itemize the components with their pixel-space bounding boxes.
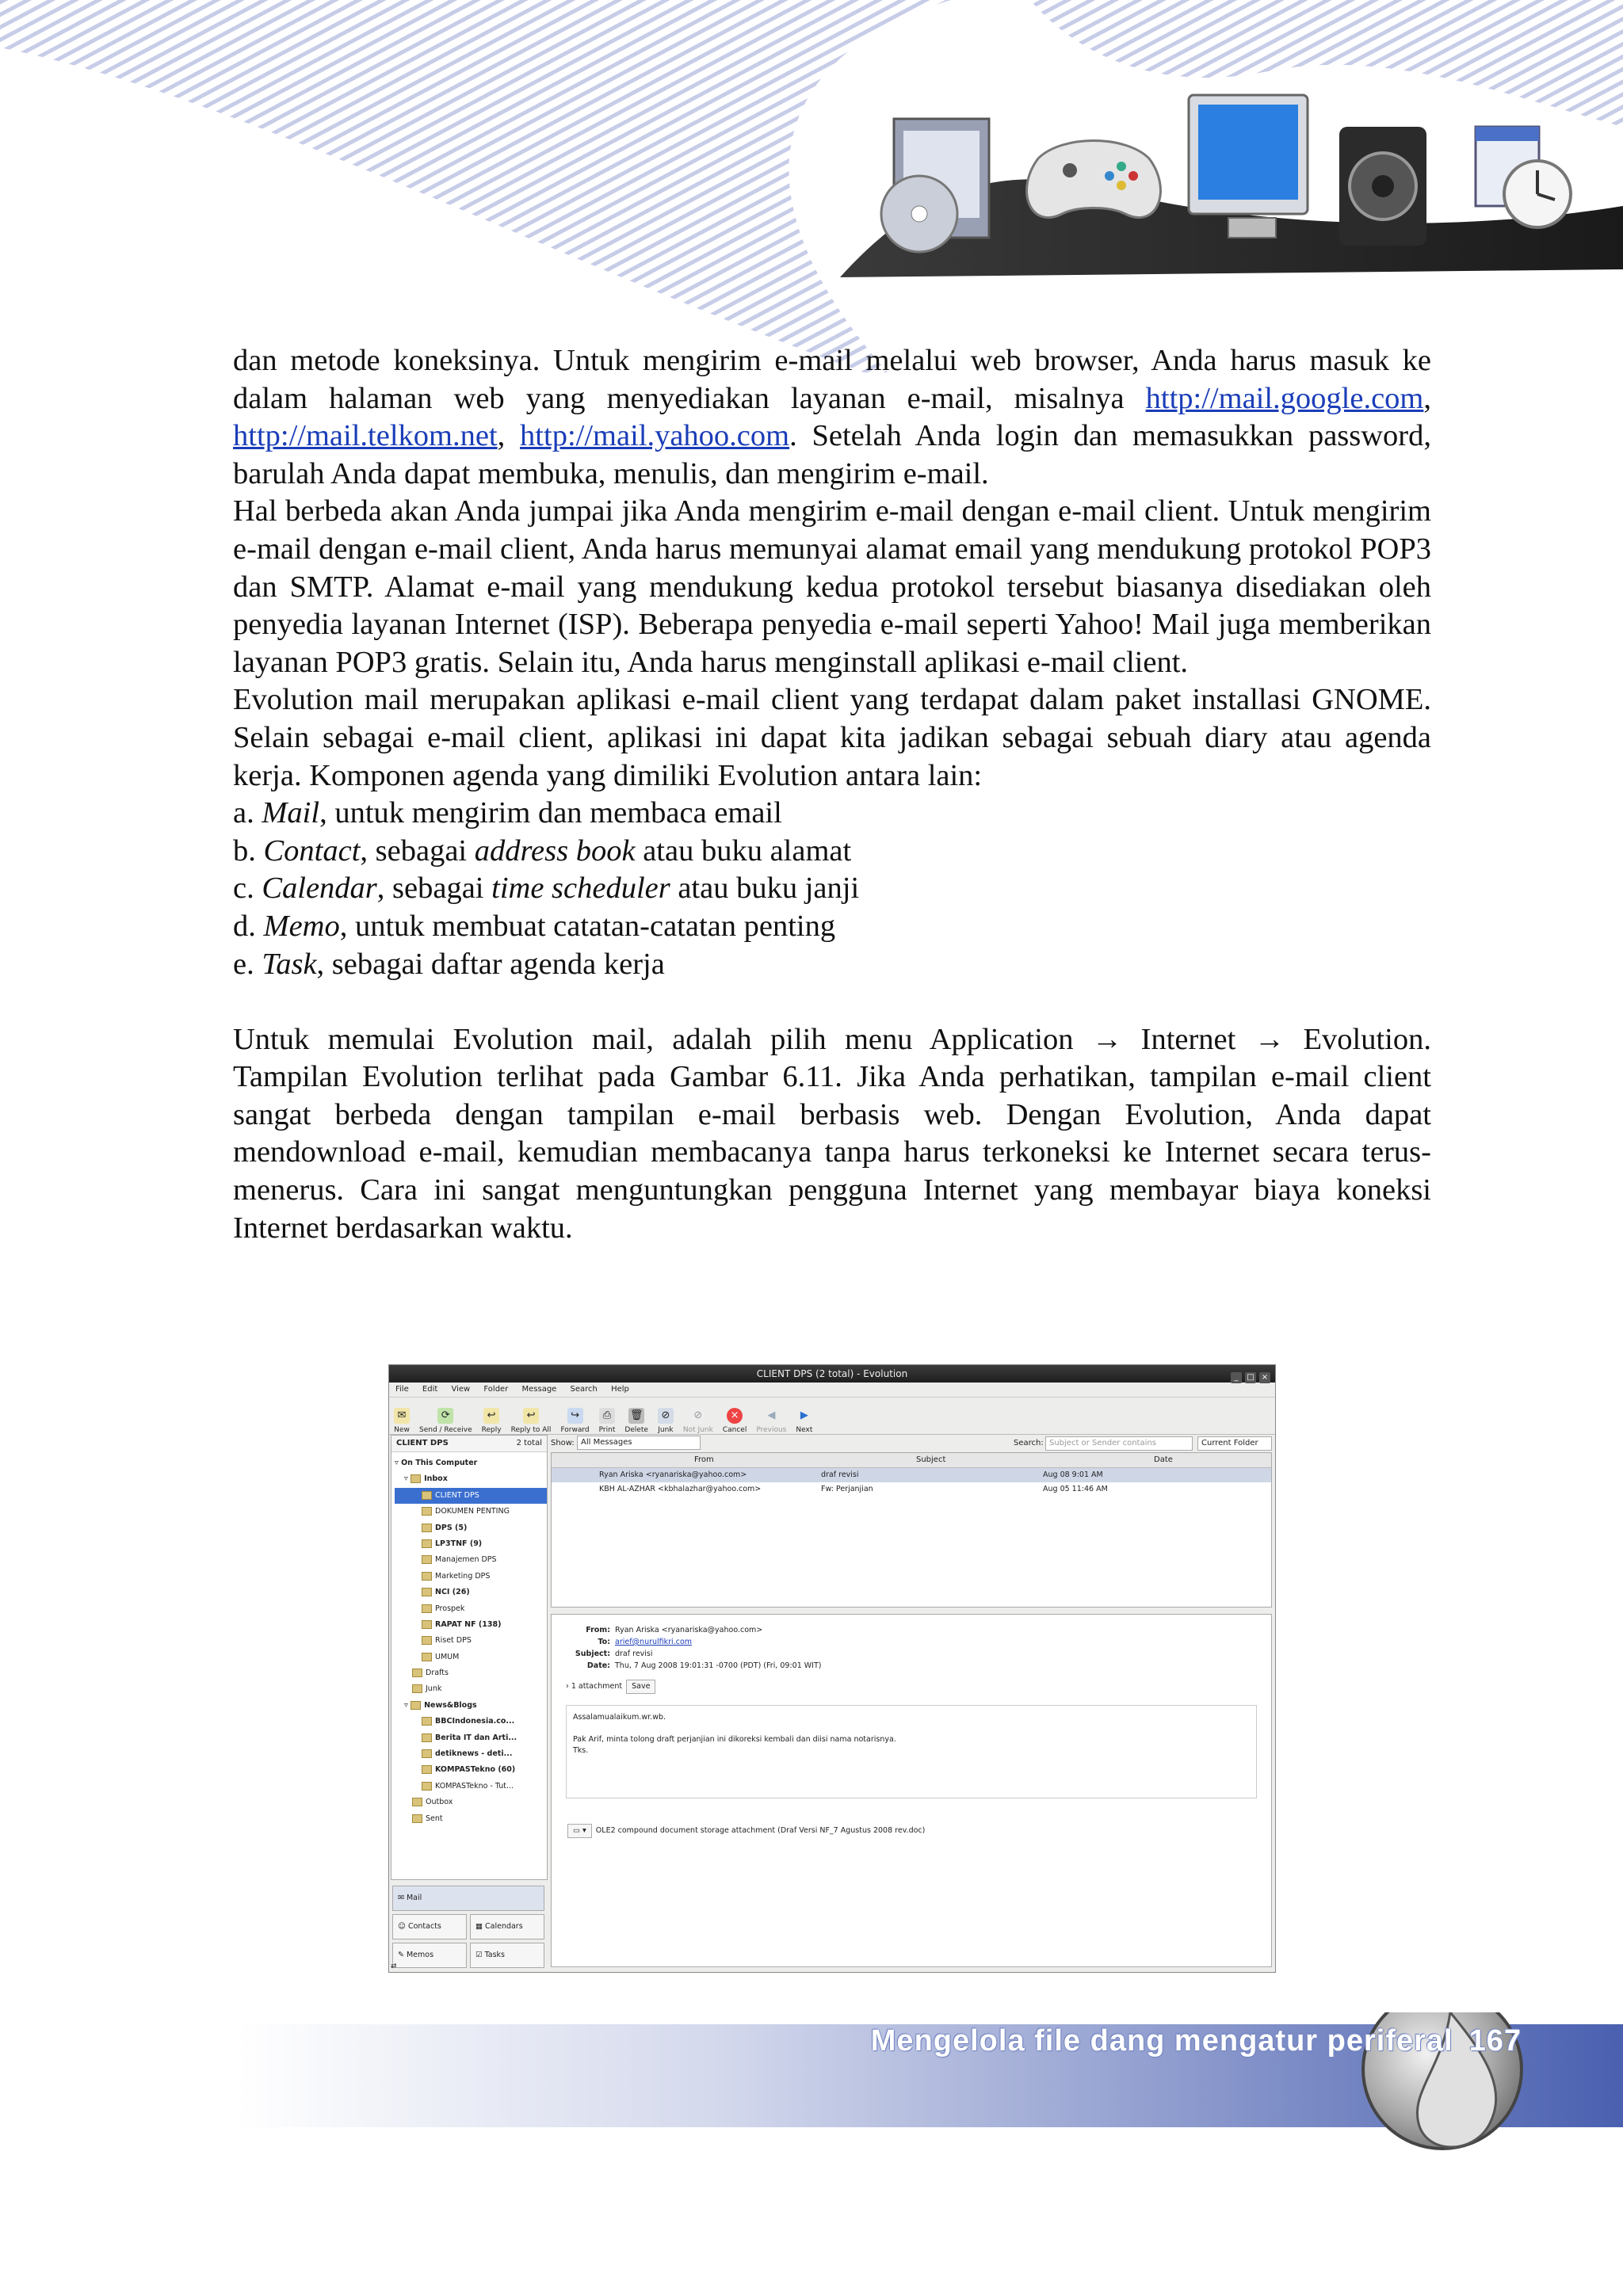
menu-message[interactable]: Message	[521, 1385, 557, 1394]
folder-item[interactable]: LP3TNF (9)	[395, 1536, 547, 1552]
mail-component-button[interactable]: ✉ Mail	[392, 1886, 544, 1911]
folder-tree	[391, 1452, 547, 1827]
to-link[interactable]: arief@nurulfikri.com	[615, 1638, 693, 1646]
folder-item[interactable]: RAPAT NF (138)	[395, 1617, 547, 1633]
menu-folder[interactable]: Folder	[483, 1385, 509, 1394]
folder-item[interactable]: Prospek	[395, 1601, 547, 1617]
window-title: CLIENT DPS (2 total) - Evolution	[756, 1368, 908, 1379]
window-titlebar	[389, 1365, 1275, 1383]
column-subject[interactable]: Subject	[916, 1455, 946, 1464]
folder-item[interactable]: ▿ Inbox	[404, 1474, 448, 1484]
filter-bar: Show: All Messages Search: Subject or Sender contains Current Folder	[551, 1435, 1272, 1452]
menu-view[interactable]: View	[451, 1385, 471, 1394]
close-button[interactable]: ×	[1259, 1372, 1270, 1383]
message-preview	[551, 1614, 1272, 1967]
speaker-icon	[1339, 127, 1426, 246]
folder-item[interactable]: DPS (5)	[395, 1520, 547, 1536]
reply-all-button[interactable]: ↩ Reply to All	[510, 1409, 552, 1434]
link-yahoo[interactable]: http://mail.yahoo.com	[520, 419, 790, 453]
reply-button[interactable]: ↩ Reply	[481, 1409, 502, 1434]
new-button[interactable]: ✉ New	[394, 1409, 410, 1434]
send-receive-button[interactable]: ⟳ Send / Receive	[419, 1409, 472, 1434]
folder-item[interactable]: DOKUMEN PENTING	[395, 1504, 547, 1520]
footer-chapter-title: Mengelola file dang mengatur periferal 167	[870, 2024, 1522, 2058]
link-google[interactable]: http://mail.google.com	[1145, 381, 1424, 415]
maximize-button[interactable]: □	[1245, 1372, 1256, 1383]
main-pane	[551, 1435, 1272, 1958]
save-attachment-button[interactable]: Save	[626, 1680, 655, 1694]
paragraph-4: Untuk memulai Evolution mail, adalah pilih menu Application → Internet → Evolution. Tampilan Evolution terlihat pada Gambar 6.11. Jika Anda perhatikan, tampilan e-mail client sangat berbeda dengan tampilan e-mail berbasis web. Dengan Evolution, Anda dapat mendownload e-mail, kemudian membacanya tanpa harus terkoneksi ke Internet secara terus-menerus. Cara ini sangat menguntungkan pengguna Internet yang membayar biaya koneksi Internet berdasarkan waktu.	[233, 1022, 1431, 1245]
software-box-icon	[881, 119, 989, 252]
next-button[interactable]: ▶ Next	[796, 1409, 813, 1434]
folder-item[interactable]: UMUM	[395, 1650, 547, 1665]
junk-button[interactable]: ⊘ Junk	[658, 1409, 674, 1434]
component-switcher	[391, 1884, 546, 1970]
attachment-item[interactable]: ▭ ▾ OLE2 compound document storage attachment (Draf Versi NF_7 Agustus 2008 rev.doc)	[566, 1822, 1257, 1840]
message-list-header	[552, 1453, 1271, 1468]
contacts-component-button[interactable]: ☺ Contacts	[392, 1914, 467, 1939]
list-item-contact: b. Contact, sebagai address book atau buku alamat	[233, 833, 852, 868]
folder-item[interactable]: detiknews - deti...	[395, 1746, 547, 1762]
message-headers: From: Ryan Ariska <ryanariska@yahoo.com> To: arief@nurulfikri.com Subject: draf revisi Date: Thu, 7 Aug 2008 19:01:31 -0700 (PDT) (Fri, 09:01 WIT)	[575, 1626, 822, 1670]
folder-item[interactable]: Marketing DPS	[395, 1569, 547, 1585]
delete-button[interactable]: 🗑 Delete	[624, 1409, 648, 1434]
memos-component-button[interactable]: ✎ Memos	[392, 1943, 467, 1968]
forward-button[interactable]: ↪ Forward	[560, 1409, 590, 1434]
folder-item[interactable]: BBCIndonesia.co...	[395, 1714, 547, 1730]
column-date[interactable]: Date	[1154, 1455, 1173, 1464]
page-number: 167	[1468, 2024, 1522, 2058]
gamepad-icon	[1027, 141, 1161, 218]
menu-search[interactable]: Search	[570, 1385, 598, 1394]
tasks-component-button[interactable]: ☑ Tasks	[470, 1943, 544, 1968]
folder-item[interactable]: NCI (26)	[395, 1585, 547, 1600]
list-item-mail: a. Mail, untuk mengirim dan membaca email	[233, 796, 782, 830]
evolution-screenshot	[388, 1364, 1276, 1973]
search-input[interactable]: Subject or Sender contains	[1045, 1436, 1193, 1451]
menu-file[interactable]: File	[395, 1385, 409, 1394]
message-row[interactable]: Ryan Ariska <ryanariska@yahoo.com> draf revisi Aug 08 9:01 AM	[552, 1468, 1271, 1482]
message-row[interactable]: KBH AL-AZHAR <kbhalazhar@yahoo.com> Fw: Perjanjian Aug 05 11:46 AM	[599, 1485, 1108, 1493]
attachment-bar: › 1 attachment Save	[566, 1678, 1257, 1695]
folder-header: CLIENT DPS 2 total	[391, 1436, 547, 1452]
show-select[interactable]: All Messages	[577, 1436, 701, 1450]
paragraph-1: dan metode koneksinya. Untuk mengirim e-mail melalui web browser, Anda harus masuk ke dalam halaman web yang menyediakan layanan e-mail, misalnya http://mail.google.com, http://mail.telkom.net, http://mail.yahoo.com. Setelah Anda login dan memasukkan password, barulah Anda dapat membuka, menulis, dan mengirim e-mail.	[233, 344, 1431, 490]
folder-item[interactable]: Sent	[395, 1811, 547, 1827]
folder-item[interactable]: Outbox	[395, 1794, 547, 1810]
list-item-memo: d. Memo, untuk membuat catatan-catatan penting	[233, 909, 836, 943]
message-body: Assalamualaikum.wr.wb. Pak Arif, minta tolong draft perjanjian ini dikoreksi kembali dan diisi nama notarisnya. Tks.	[566, 1705, 1257, 1798]
link-telkom[interactable]: http://mail.telkom.net	[233, 419, 498, 453]
folder-item[interactable]: Riset DPS	[395, 1633, 547, 1649]
folder-item[interactable]: Junk	[395, 1681, 547, 1697]
status-icon: ⇄	[391, 1962, 397, 1970]
folder-item[interactable]: ▿ News&Blogs	[404, 1700, 477, 1710]
folder-item[interactable]: Drafts	[395, 1665, 547, 1681]
cancel-button[interactable]: × Cancel	[722, 1409, 747, 1434]
calendar-clock-icon	[1476, 127, 1571, 227]
toolbar	[389, 1398, 1275, 1435]
folder-item-selected[interactable]: CLIENT DPS	[395, 1488, 547, 1504]
folder-pane	[391, 1435, 548, 1880]
message-list	[551, 1452, 1272, 1608]
paragraph-2: Hal berbeda akan Anda jumpai jika Anda mengirim e-mail dengan e-mail client. Untuk mengirim e-mail dengan e-mail client, Anda harus memunyai alamat email yang mendukung protokol POP3 dan SMTP. Alamat e-mail yang mendukung kedua protokol tersebut biasanya disediakan oleh penyedia layanan Internet (ISP). Beberapa penyedia e-mail seperti Yahoo! Mail juga memberikan layanan POP3 gratis. Selain itu, Anda harus menginstall aplikasi e-mail client.	[233, 494, 1431, 679]
folder-item[interactable]: ▿ On This Computer	[395, 1459, 478, 1467]
list-item-task: e. Task, sebagai daftar agenda kerja	[233, 947, 665, 981]
body-text	[233, 342, 1431, 1247]
folder-item[interactable]: KOMPASTekno (60)	[395, 1762, 547, 1778]
header-banner	[0, 0, 1623, 372]
folder-item[interactable]: Manajemen DPS	[395, 1552, 547, 1568]
folder-item[interactable]: Berita IT dan Arti...	[395, 1730, 547, 1746]
menu-edit[interactable]: Edit	[422, 1385, 438, 1394]
list-item-calendar: c. Calendar, sebagai time scheduler atau buku janji	[233, 871, 860, 906]
column-from[interactable]: From	[694, 1455, 714, 1464]
minimize-button[interactable]: _	[1231, 1372, 1242, 1383]
paragraph-3: Evolution mail merupakan aplikasi e-mail client yang terdapat dalam paket installasi GNOME. Selain sebagai e-mail client, aplikasi ini dapat kita jadikan sebagai sebuah diary atau agenda kerja. Komponen agenda yang dimiliki Evolution antara lain:	[233, 683, 1431, 792]
print-button[interactable]: ⎙ Print	[598, 1409, 616, 1434]
menu-bar	[389, 1383, 1275, 1398]
not-junk-button[interactable]: ⊘ Not Junk	[682, 1409, 713, 1434]
previous-button[interactable]: ◀ Previous	[756, 1409, 787, 1434]
scope-select[interactable]: Current Folder	[1197, 1436, 1272, 1451]
folder-item[interactable]: KOMPASTekno - Tut...	[395, 1779, 547, 1794]
menu-help[interactable]: Help	[611, 1385, 629, 1394]
calendars-component-button[interactable]: ▦ Calendars	[470, 1914, 544, 1939]
